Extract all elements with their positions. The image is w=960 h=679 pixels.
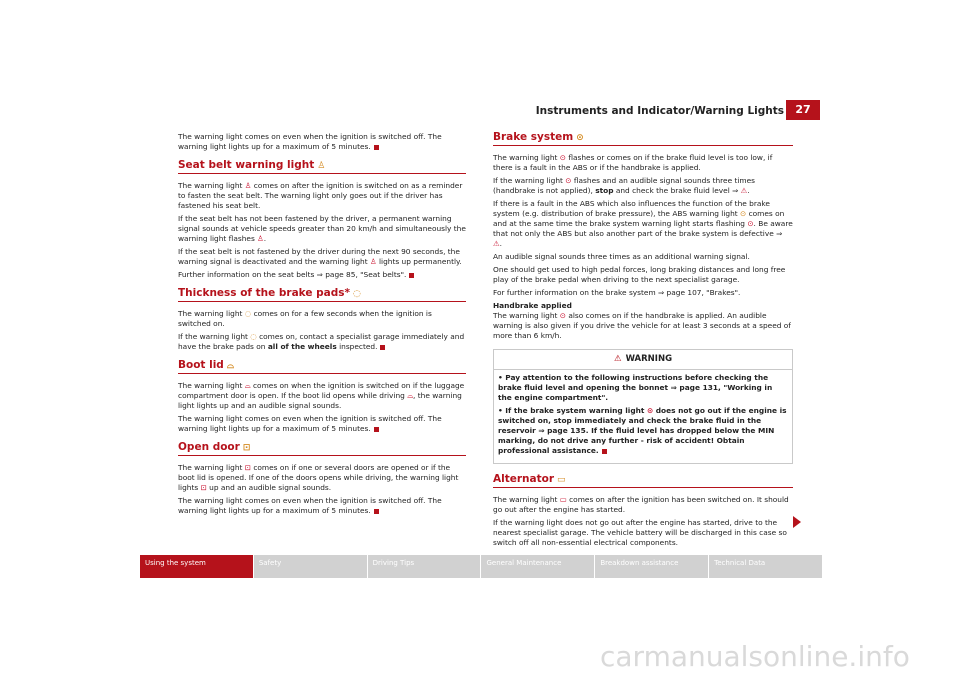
brake-icon: ⊙ xyxy=(646,406,654,415)
header-title: Instruments and Indicator/Warning Lights xyxy=(535,105,784,117)
brake-p7: The warning light ⊙ also comes on if the handbrake is applied. An audible warning is also given if you drive the vehicle for at least 3 seconds at a speed of more than 6 km/h. xyxy=(493,311,791,340)
seatbelt-heading: Seat belt warning light ♙ xyxy=(178,160,466,174)
seatbelt-icon: ♙ xyxy=(317,161,326,171)
brake-p2: If the warning light ⊙ flashes and an audible signal sounds three times (handbrake is not applied), stop and check the brake fluid level ⇒ ⚠. xyxy=(493,176,756,195)
warning-icon: ⚠ xyxy=(740,186,748,195)
end-marker xyxy=(602,449,607,454)
seatbelt-icon: ♙ xyxy=(257,234,264,243)
warning-bullet-1: • Pay attention to the following instructions before checking the brake fluid level and opening the bonnet ⇒ page 131, "Working in the engine compartment". xyxy=(498,373,773,402)
end-marker xyxy=(409,273,414,278)
seatbelt-p2: If the seat belt has not been fastened by the driver, a permanent warning signal sounds at vehicle speeds greater than 20 km/h and simultaneously the warning light flashes ♙. xyxy=(178,214,466,243)
open-door-icon: ⊡ xyxy=(244,463,251,472)
brake-pads-icon: ◌ xyxy=(244,309,252,318)
tab-using-the-system[interactable]: Using the system xyxy=(140,555,254,578)
abs-icon: ⊙ xyxy=(740,209,747,218)
brake-p1: The warning light ⊙ flashes or comes on if the brake fluid level is too low, if there is a fault in the ABS or if the handbrake is applied. xyxy=(493,153,773,172)
warning-box xyxy=(493,349,793,464)
brake-pads-icon: ◌ xyxy=(250,332,257,341)
warning-title: ⚠ WARNING xyxy=(494,350,792,370)
battery-icon: ▭ xyxy=(559,495,567,504)
left-column xyxy=(178,132,466,519)
warning-bullet-2: • If the brake system warning light ⊙ does not go out if the engine is switched on, stop immediately and check the brake fluid in the reservoir ⇒ page 135. If the fluid level has dropped below the MIN marking, do not drive any further - risk of accident! Obtain professional assistance. xyxy=(498,406,787,455)
brake-p6: For further information on the brake system ⇒ page 107, "Brakes". xyxy=(493,288,741,297)
warning-icon: ⚠ xyxy=(493,239,500,248)
right-column xyxy=(493,132,793,551)
pads-p1: The warning light ◌ comes on for a few seconds when the ignition is switched on. xyxy=(178,309,432,328)
tab-technical-data[interactable]: Technical Data xyxy=(709,555,822,578)
brake-pads-icon: ◌ xyxy=(353,289,361,299)
brake-icon: ⊙ xyxy=(747,219,754,228)
bootlid-p2: The warning light comes on even when the ignition is switched off. The warning light lights up for a maximum of 5 minutes. xyxy=(178,414,442,433)
tab-breakdown-assistance[interactable]: Breakdown assistance xyxy=(595,555,709,578)
brake-heading: Brake system ⊙ xyxy=(493,132,793,146)
boot-lid-icon: ⌓ xyxy=(226,361,234,371)
pads-heading: Thickness of the brake pads* ◌ xyxy=(178,288,466,302)
next-page-arrow-icon[interactable] xyxy=(793,516,801,528)
door-p1: The warning light ⊡ comes on if one or several doors are opened or if the boot lid is opened. If one of the doors opens while driving, the warning light lights ⊡ up and an audible signal sounds. xyxy=(178,463,459,492)
alternator-p1: The warning light ▭ comes on after the ignition has been switched on. It should go out after the engine has started. xyxy=(493,495,789,514)
alternator-p2: If the warning light does not go out after the engine has started, drive to the nearest specialist garage. The vehicle battery will be discharged in this case so switch off all non-essential electrical components. xyxy=(493,518,787,547)
end-marker xyxy=(374,427,379,432)
seatbelt-p1: The warning light ♙ comes on after the ignition is switched on as a reminder to fasten the seat belt. The warning light only goes out if the driver has fastened his seat belt. xyxy=(178,181,463,210)
bootlid-p1: The warning light ⌓ comes on when the ignition is switched on if the luggage compartment door is open. If the boot lid opens while driving ⌓, the warning light lights up and an audible signal sounds. xyxy=(178,381,465,410)
watermark: carmanualsonline.info xyxy=(600,640,910,673)
intro-text: The warning light comes on even when the ignition is switched off. The warning light lights up for a maximum of 5 minutes. xyxy=(178,132,442,151)
tab-general-maintenance[interactable]: General Maintenance xyxy=(481,555,595,578)
brake-icon: ⊙ xyxy=(559,311,566,320)
tab-safety[interactable]: Safety xyxy=(254,555,368,578)
alternator-heading: Alternator ▭ xyxy=(493,474,793,488)
end-marker xyxy=(374,145,379,150)
open-door-icon: ⊡ xyxy=(200,483,207,492)
handbrake-subheading: Handbrake applied xyxy=(493,301,572,310)
brake-p4: An audible signal sounds three times as an additional warning signal. xyxy=(493,252,750,261)
brake-p5: One should get used to high pedal forces, long braking distances and long free play of the brake pedal when driving to the next specialist garage. xyxy=(493,265,786,284)
boot-lid-icon: ⌓ xyxy=(407,391,414,400)
seatbelt-p4: Further information on the seat belts ⇒ page 85, "Seat belts". xyxy=(178,270,466,280)
door-heading: Open door ⊡ xyxy=(178,442,466,456)
brake-icon: ⊙ xyxy=(576,133,584,143)
end-marker xyxy=(380,345,385,350)
page-number: 27 xyxy=(786,100,820,120)
warning-icon: ⚠ xyxy=(613,354,622,364)
boot-lid-icon: ⌓ xyxy=(244,381,251,390)
seatbelt-icon: ♙ xyxy=(244,181,252,190)
seatbelt-icon: ♙ xyxy=(369,257,377,266)
pads-p2: If the warning light ◌ comes on, contact a specialist garage immediately and have the brake pads on all of the wheels inspected. xyxy=(178,332,465,351)
footer-nav xyxy=(140,555,822,578)
end-marker xyxy=(374,509,379,514)
door-p2: The warning light comes on even when the ignition is switched off. The warning light lights up for a maximum of 5 minutes. xyxy=(178,496,442,515)
open-door-icon: ⊡ xyxy=(242,443,251,453)
seatbelt-p3: If the seat belt is not fastened by the driver during the next 90 seconds, the warning signal is deactivated and the warning light ♙ lights up permanently. xyxy=(178,247,462,266)
brake-p3: If there is a fault in the ABS which also influences the function of the brake system (e.g. distribution of brake pressure), the ABS warning light ⊙ comes on and at the same time the brake system warning light starts flashing ⊙. Be aware that not only the ABS but also another part of the brake system is defective ⇒ ⚠. xyxy=(493,199,793,248)
brake-icon: ⊙ xyxy=(559,153,566,162)
battery-icon: ▭ xyxy=(557,475,566,485)
brake-icon: ⊙ xyxy=(565,176,572,185)
tab-driving-tips[interactable]: Driving Tips xyxy=(368,555,482,578)
bootlid-heading: Boot lid ⌓ xyxy=(178,360,466,374)
